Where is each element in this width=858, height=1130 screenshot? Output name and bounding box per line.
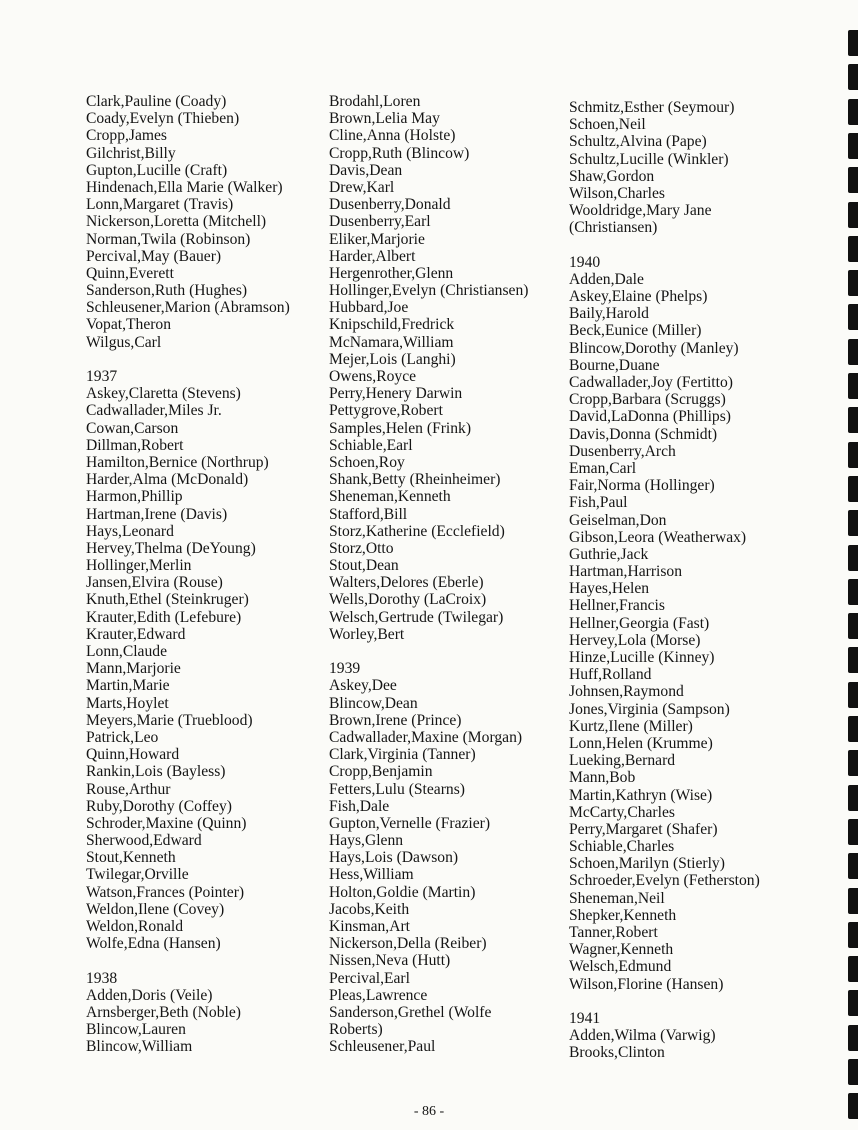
- name-entry: Baily,Harold: [569, 305, 649, 323]
- name-entry: Brown,Irene (Prince): [329, 711, 462, 729]
- name-entry: Schroder,Maxine (Quinn): [86, 814, 247, 832]
- name-entry: Hubbard,Joe: [329, 299, 409, 317]
- name-entry: Johnsen,Raymond: [569, 683, 684, 701]
- name-entry: Askey,Elaine (Phelps): [569, 288, 708, 306]
- name-entry: Hellner,Georgia (Fast): [569, 614, 710, 632]
- name-entry: Fish,Dale: [329, 797, 390, 815]
- name-entry: Lueking,Bernard: [569, 752, 676, 770]
- name-entry: Cadwallader,Joy (Fertitto): [569, 374, 733, 391]
- page-number: - 86 -: [413, 1104, 445, 1119]
- binding-hole: [848, 785, 858, 811]
- binding-hole: [848, 373, 858, 399]
- name-entry: Cadwallader,Miles Jr.: [86, 402, 222, 420]
- name-entry: Cowan,Carson: [86, 419, 179, 437]
- name-entry: Pleas,Lawrence: [329, 986, 428, 1004]
- binding-hole: [848, 30, 858, 56]
- name-entry: Schleusener,Marion (Abramson): [86, 299, 290, 317]
- name-entry: Coady,Evelyn (Thieben): [86, 110, 240, 128]
- name-entry: McCarty,Charles: [569, 803, 675, 821]
- name-entry: McNamara,William: [329, 333, 454, 351]
- name-entry: Walters,Delores (Eberle): [329, 574, 484, 592]
- name-entry: Brodahl,Loren: [329, 93, 421, 110]
- name-entry: Twilegar,Orville: [86, 866, 189, 884]
- name-entry: Cropp,Benjamin: [329, 763, 433, 781]
- name-entry: Holton,Goldie (Martin): [329, 883, 476, 901]
- name-entry: Quinn,Howard: [86, 746, 180, 764]
- name-entry: Rouse,Arthur: [86, 780, 171, 798]
- binding-hole: [848, 647, 858, 673]
- name-entry: Weldon,Ronald: [86, 918, 184, 935]
- name-entry: Hamilton,Bernice (Northrup): [86, 453, 269, 471]
- name-entry: Hervey,Lola (Morse): [569, 631, 701, 649]
- name-entry: Hollinger,Evelyn (Christiansen): [329, 282, 529, 300]
- name-entry: Norman,Twila (Robinson): [86, 230, 251, 248]
- name-entry: Nickerson,Loretta (Mitchell): [86, 213, 267, 231]
- name-entry: Stafford,Bill: [329, 505, 408, 523]
- year-heading: 1939: [329, 660, 361, 678]
- name-entry: Gupton,Vernelle (Frazier): [329, 814, 491, 832]
- name-entry: Huff,Rolland: [569, 666, 652, 684]
- name-entry: Fair,Norma (Hollinger): [569, 477, 715, 495]
- name-entry: Clark,Pauline (Coady): [86, 93, 227, 110]
- name-entry: Marts,Hoylet: [86, 694, 169, 712]
- binding-hole: [848, 682, 858, 708]
- name-entry: Lonn,Helen (Krumme): [569, 734, 713, 752]
- name-entry: Blincow,William: [86, 1038, 193, 1056]
- name-entry: Percival,May (Bauer): [86, 247, 222, 265]
- name-entry: Schoen,Neil: [569, 116, 646, 134]
- name-entry: Hays,Glenn: [329, 832, 404, 850]
- binding-hole: [848, 510, 858, 536]
- name-entry: Martin,Kathryn (Wise): [569, 786, 713, 804]
- name-entry: Lonn,Margaret (Travis): [86, 196, 234, 214]
- section-gap: [329, 643, 528, 660]
- name-entry: Rankin,Lois (Bayless): [86, 763, 226, 781]
- name-entry: Schiable,Earl: [329, 436, 413, 454]
- name-entry: Watson,Frances (Pointer): [86, 883, 245, 901]
- name-entry: Wells,Dorothy (LaCroix): [329, 591, 487, 609]
- name-entry: Owens,Royce: [329, 368, 417, 385]
- binding-hole: [848, 545, 858, 571]
- name-entry: Harmon,Phillip: [86, 488, 183, 506]
- name-entry: Stout,Dean: [329, 557, 399, 575]
- binding-hole: [848, 202, 858, 228]
- name-entry: Sanderson,Grethel (Wolfe: [329, 1003, 492, 1021]
- name-entry: Shepker,Kenneth: [569, 906, 677, 924]
- year-heading: 1937: [86, 368, 118, 385]
- name-entry: Cline,Anna (Holste): [329, 127, 456, 145]
- name-entry: Drew,Karl: [329, 178, 395, 196]
- name-entry: Martin,Marie: [86, 677, 170, 695]
- name-entry: Welsch,Gertrude (Twilegar): [329, 608, 504, 626]
- name-entry: Jones,Virginia (Sampson): [569, 700, 730, 718]
- year-heading: 1940: [569, 253, 601, 271]
- name-entry: Schleusener,Paul: [329, 1038, 436, 1056]
- binding-hole: [848, 99, 858, 125]
- name-entry: Cropp,Ruth (Blincow): [329, 144, 470, 162]
- name-entry: Hervey,Thelma (DeYoung): [86, 539, 256, 557]
- binding-hole: [848, 407, 858, 433]
- section-gap: [86, 952, 290, 969]
- name-entry: Meyers,Marie (Trueblood): [86, 711, 253, 729]
- name-entry: Weldon,Ilene (Covey): [86, 900, 225, 918]
- column-2: [329, 93, 528, 1056]
- name-entry: Ruby,Dorothy (Coffey): [86, 797, 232, 815]
- name-entry: Schultz,Alvina (Pape): [569, 133, 707, 151]
- name-entry: Hindenach,Ella Marie (Walker): [86, 178, 283, 196]
- binding-hole: [848, 750, 858, 776]
- name-entry: Blincow,Dean: [329, 694, 418, 712]
- name-entry: Harder,Alma (McDonald): [86, 471, 249, 489]
- name-entry: Davis,Dean: [329, 161, 403, 179]
- name-entry: Knuth,Ethel (Steinkruger): [86, 591, 249, 609]
- name-entry: Arnsberger,Beth (Noble): [86, 1003, 241, 1021]
- name-entry: Adden,Doris (Veile): [86, 986, 213, 1004]
- binding-hole: [848, 1093, 858, 1119]
- name-entry: Gibson,Leora (Weatherwax): [569, 528, 747, 546]
- name-entry: Cropp,James: [86, 127, 167, 145]
- binding-hole: [848, 476, 858, 502]
- name-entry: Shaw,Gordon: [569, 167, 655, 185]
- column-1: [86, 93, 290, 1056]
- name-entry: Eman,Carl: [569, 459, 637, 477]
- year-heading: 1941: [569, 1009, 601, 1027]
- binding-hole: [848, 442, 858, 468]
- name-entry: Stout,Kenneth: [86, 849, 176, 867]
- name-entry: Nickerson,Della (Reiber): [329, 935, 487, 953]
- name-entry: Guthrie,Jack: [569, 545, 649, 563]
- name-entry: Brown,Lelia May: [329, 110, 440, 128]
- name-entry: Hergenrother,Glenn: [329, 264, 454, 282]
- binding-hole: [848, 819, 858, 845]
- name-entry: Wooldridge,Mary Jane: [569, 202, 712, 220]
- name-entry: Gilchrist,Billy: [86, 144, 176, 162]
- name-entry: Patrick,Leo: [86, 728, 159, 746]
- binding-hole: [848, 922, 858, 948]
- name-entry: Jansen,Elvira (Rouse): [86, 574, 223, 592]
- name-entry: Fish,Paul: [569, 494, 628, 512]
- name-entry: David,LaDonna (Phillips): [569, 408, 731, 426]
- binding-hole: [848, 270, 858, 296]
- name-entry: Mann,Bob: [569, 769, 636, 787]
- name-entry: Geiselman,Don: [569, 511, 667, 529]
- name-entry: Storz,Otto: [329, 539, 394, 557]
- name-entry: Hartman,Irene (Davis): [86, 505, 228, 523]
- name-entry: Hays,Leonard: [86, 522, 174, 540]
- name-entry: Schiable,Charles: [569, 838, 675, 856]
- binding-hole: [848, 579, 858, 605]
- name-entry: Perry,Henery Darwin: [329, 385, 463, 403]
- section-gap: [86, 351, 290, 368]
- name-entry: Perry,Margaret (Shafer): [569, 820, 718, 838]
- name-entry: Hess,William: [329, 866, 414, 884]
- name-entry: Blincow,Lauren: [86, 1021, 186, 1039]
- name-entry: Krauter,Edith (Lefebure): [86, 608, 242, 626]
- name-entry: Adden,Dale: [569, 270, 644, 288]
- name-entry: Askey,Claretta (Stevens): [86, 385, 241, 403]
- name-entry: Jacobs,Keith: [329, 900, 410, 918]
- name-entry: Samples,Helen (Frink): [329, 419, 472, 437]
- name-entry: Wolfe,Edna (Hansen): [86, 935, 221, 953]
- name-entry: Sheneman,Neil: [569, 889, 665, 907]
- spiral-binding: [844, 0, 858, 1130]
- name-entry: Fetters,Lulu (Stearns): [329, 780, 465, 798]
- year-heading: 1938: [86, 969, 118, 987]
- binding-hole: [848, 304, 858, 330]
- name-entry: Harder,Albert: [329, 247, 416, 265]
- name-entry: Wilson,Charles: [569, 184, 665, 202]
- name-entry: Mann,Marjorie: [86, 660, 181, 678]
- name-entry: Cropp,Barbara (Scruggs): [569, 391, 726, 409]
- name-entry: Davis,Donna (Schmidt): [569, 425, 718, 443]
- binding-hole: [848, 1059, 858, 1085]
- binding-hole: [848, 133, 858, 159]
- name-entry: Dusenberry,Arch: [569, 442, 676, 460]
- binding-hole: [848, 167, 858, 193]
- name-entry: Kurtz,Ilene (Miller): [569, 717, 693, 735]
- name-entry: Beck,Eunice (Miller): [569, 322, 702, 340]
- name-entry: Schultz,Lucille (Winkler): [569, 150, 729, 168]
- name-entry: Worley,Bert: [329, 625, 405, 643]
- name-entry: Clark,Virginia (Tanner): [329, 746, 476, 764]
- binding-hole: [848, 956, 858, 982]
- name-entry: Storz,Katherine (Ecclefield): [329, 522, 505, 540]
- name-entry: Brooks,Clinton: [569, 1044, 665, 1062]
- name-entry: Vopat,Theron: [86, 316, 172, 334]
- name-entry: Tanner,Robert: [569, 924, 658, 941]
- name-entry: Dusenberry,Earl: [329, 213, 431, 231]
- name-entry: Eliker,Marjorie: [329, 230, 425, 248]
- name-entry: Schoen,Marilyn (Stierly): [569, 855, 725, 873]
- binding-hole: [848, 853, 858, 879]
- name-entry: Sheneman,Kenneth: [329, 488, 451, 506]
- name-entry: Lonn,Claude: [86, 643, 167, 660]
- name-entry: Welsch,Edmund: [569, 958, 672, 976]
- name-entry: Blincow,Dorothy (Manley): [569, 339, 739, 357]
- name-entry: Kinsman,Art: [329, 918, 410, 935]
- name-entry: Roberts): [329, 1021, 383, 1039]
- name-entry: Hays,Lois (Dawson): [329, 849, 459, 867]
- name-entry: Cadwallader,Maxine (Morgan): [329, 728, 523, 746]
- binding-hole: [848, 990, 858, 1016]
- name-entry: Shank,Betty (Rheinheimer): [329, 471, 501, 489]
- name-entry: Hayes,Helen: [569, 580, 650, 598]
- name-entry: Schoen,Roy: [329, 453, 405, 471]
- binding-hole: [848, 236, 858, 262]
- name-entry: Pettygrove,Robert: [329, 402, 443, 420]
- name-entry: (Christiansen): [569, 219, 658, 237]
- binding-hole: [848, 1025, 858, 1051]
- name-entry: Mejer,Lois (Langhi): [329, 350, 456, 368]
- binding-hole: [848, 613, 858, 639]
- name-entry: Hinze,Lucille (Kinney): [569, 649, 715, 666]
- name-entry: Wilgus,Carl: [86, 333, 162, 351]
- name-entry: Krauter,Edward: [86, 625, 186, 643]
- section-gap: [569, 237, 760, 254]
- binding-hole: [848, 716, 858, 742]
- name-entry: Sherwood,Edward: [86, 832, 202, 850]
- name-entry: Schroeder,Evelyn (Fetherston): [569, 872, 760, 890]
- name-entry: Adden,Wilma (Varwig): [569, 1027, 716, 1045]
- name-entry: Hellner,Francis: [569, 597, 665, 615]
- name-entry: Hollinger,Merlin: [86, 557, 192, 575]
- column-3: [569, 99, 760, 1062]
- name-entry: Wilson,Florine (Hansen): [569, 975, 724, 993]
- name-entry: Hartman,Harrison: [569, 563, 683, 581]
- name-entry: Askey,Dee: [329, 677, 397, 695]
- name-entry: Dillman,Robert: [86, 436, 184, 454]
- name-entry: Gupton,Lucille (Craft): [86, 161, 228, 179]
- name-entry: Wagner,Kenneth: [569, 941, 674, 959]
- name-entry: Percival,Earl: [329, 969, 410, 987]
- name-entry: Dusenberry,Donald: [329, 196, 451, 214]
- binding-hole: [848, 888, 858, 914]
- binding-hole: [848, 64, 858, 90]
- name-entry: Bourne,Duane: [569, 356, 660, 374]
- binding-hole: [848, 339, 858, 365]
- name-entry: Quinn,Everett: [86, 264, 174, 282]
- name-entry: Knipschild,Fredrick: [329, 316, 455, 334]
- name-entry: Sanderson,Ruth (Hughes): [86, 282, 248, 300]
- name-entry: Schmitz,Esther (Seymour): [569, 99, 735, 116]
- name-entry: Nissen,Neva (Hutt): [329, 952, 451, 970]
- section-gap: [569, 993, 760, 1010]
